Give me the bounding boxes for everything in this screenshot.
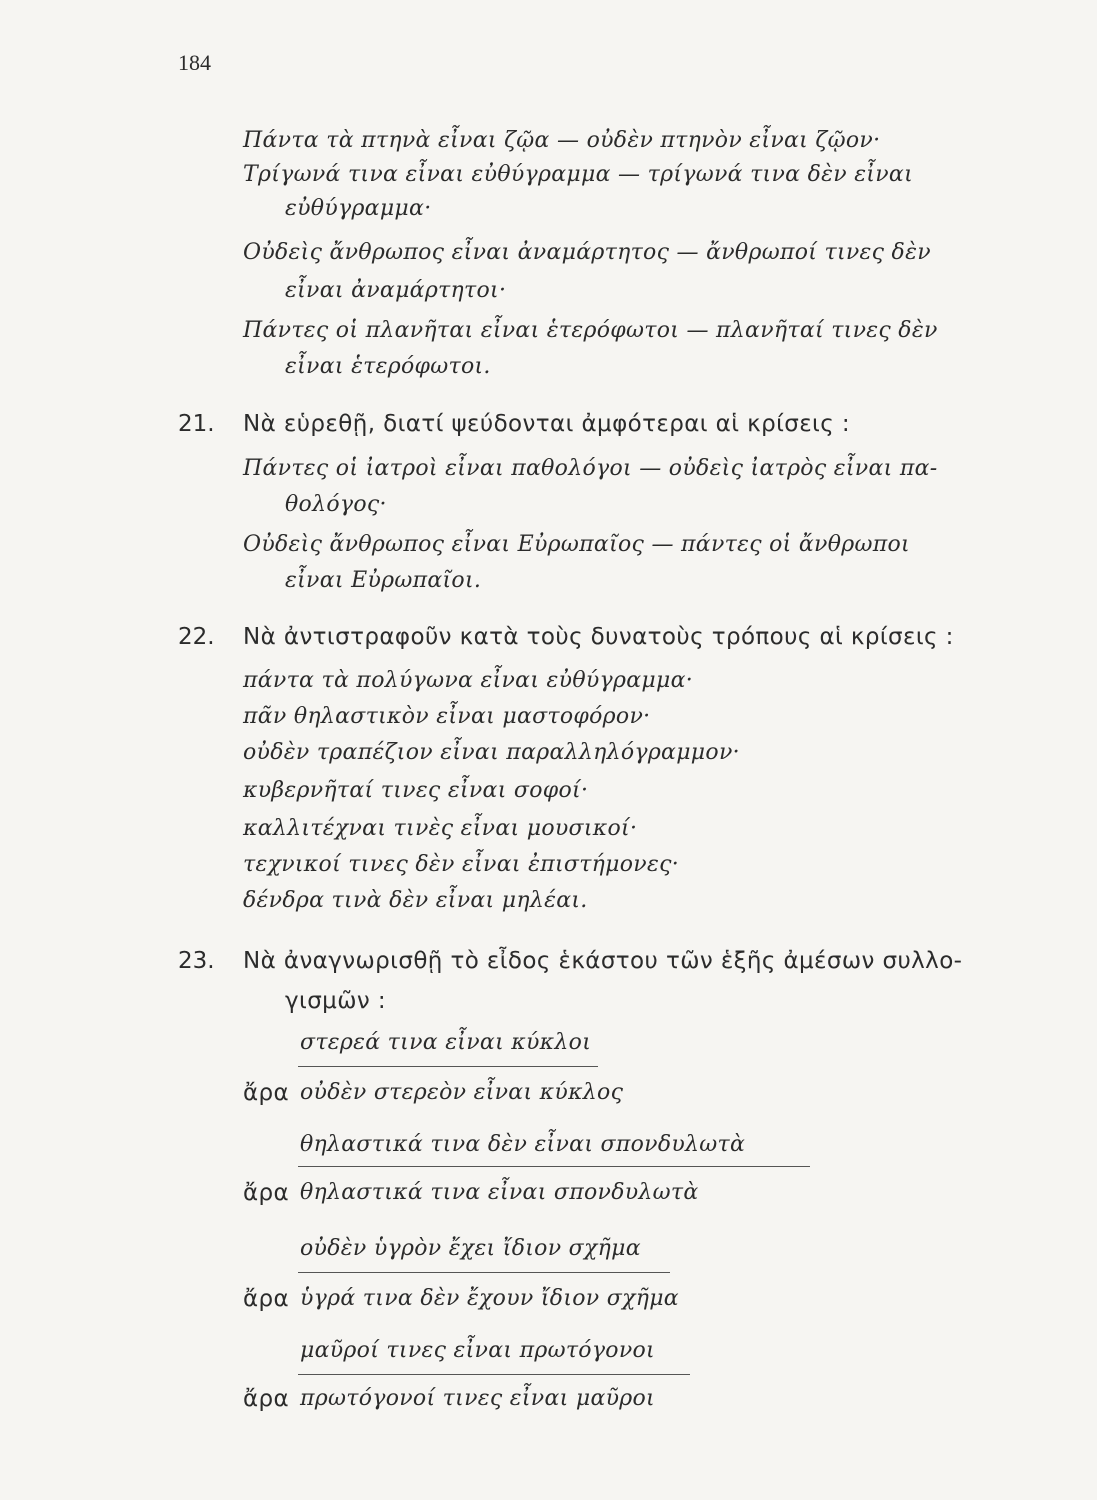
syllogism-conclusion: ὑγρά τινα δὲν ἔχουν ἴδιον σχῆμα xyxy=(300,1286,679,1311)
text-line: εἶναι ἑτερόφωτοι. xyxy=(285,354,491,379)
text-line: κυβερνῆταί τινες εἶναι σοφοί· xyxy=(243,778,589,803)
exercise-number: 22. xyxy=(178,624,215,650)
syllogism-ara: ἄρα xyxy=(243,1180,290,1206)
syllogism-rule xyxy=(298,1272,670,1273)
text-line: Πάντες οἱ ἰατροὶ εἶναι παθολόγοι — οὐδεὶς ἰατρὸς εἶναι πα- xyxy=(243,456,938,481)
syllogism-ara: ἄρα xyxy=(243,1080,290,1106)
syllogism-rule xyxy=(298,1166,810,1167)
text-line: Τρίγωνά τινα εἶναι εὐθύγραμμα — τρίγωνά τινα δὲν εἶναι xyxy=(243,162,913,187)
syllogism-premise: θηλαστικά τινα δὲν εἶναι σπονδυλωτὰ xyxy=(300,1132,746,1157)
syllogism-ara: ἄρα xyxy=(243,1286,290,1312)
text-line: Οὐδεὶς ἄνθρωπος εἶναι ἀναμάρτητος — ἄνθρωποί τινες δὲν xyxy=(243,240,931,265)
text-line: εἶναι ἀναμάρτητοι· xyxy=(285,278,507,303)
text-line: πάντα τὰ πολύγωνα εἶναι εὐθύγραμμα· xyxy=(243,668,694,693)
syllogism-premise: οὐδὲν ὑγρὸν ἔχει ἴδιον σχῆμα xyxy=(300,1236,641,1261)
text-line: Οὐδεὶς ἄνθρωπος εἶναι Εὐρωπαῖος — πάντες οἱ ἄνθρωποι xyxy=(243,532,910,557)
exercise-number: 21. xyxy=(178,411,215,437)
text-line: πᾶν θηλαστικὸν εἶναι μαστοφόρον· xyxy=(243,704,651,729)
syllogism-ara: ἄρα xyxy=(243,1386,290,1412)
exercise-title: Νὰ ἀντιστραφοῦν κατὰ τοὺς δυνατοὺς τρόπους αἱ κρίσεις : xyxy=(243,624,954,650)
text-line: θολόγος· xyxy=(285,492,387,517)
syllogism-premise: στερεά τινα εἶναι κύκλοι xyxy=(300,1030,592,1055)
syllogism-rule xyxy=(298,1374,690,1375)
syllogism-premise: μαῦροί τινες εἶναι πρωτόγονοι xyxy=(300,1338,655,1363)
syllogism-conclusion: θηλαστικά τινα εἶναι σπονδυλωτὰ xyxy=(300,1180,699,1205)
exercise-number: 23. xyxy=(178,948,215,974)
syllogism-conclusion: οὐδὲν στερεὸν εἶναι κύκλος xyxy=(300,1080,624,1105)
text-line: Πάντες οἱ πλανῆται εἶναι ἑτερόφωτοι — πλανῆταί τινες δὲν xyxy=(243,318,938,343)
text-line: εὐθύγραμμα· xyxy=(285,196,432,221)
text-line: Πάντα τὰ πτηνὰ εἶναι ζῷα — οὐδὲν πτηνὸν εἶναι ζῷον· xyxy=(243,128,881,153)
text-line: δένδρα τινὰ δὲν εἶναι μηλέαι. xyxy=(243,888,588,913)
syllogism-conclusion: πρωτόγονοί τινες εἶναι μαῦροι xyxy=(300,1386,655,1411)
text-line: εἶναι Εὐρωπαῖοι. xyxy=(285,568,482,593)
exercise-title: Νὰ ἀναγνωρισθῇ τὸ εἶδος ἑκάστου τῶν ἑξῆς ἀμέσων συλλο- xyxy=(243,948,963,974)
syllogism-rule xyxy=(298,1066,598,1067)
text-line: καλλιτέχναι τινὲς εἶναι μουσικοί· xyxy=(243,816,638,841)
exercise-title: Νὰ εὑρεθῇ, διατί ψεύδονται ἀμφότεραι αἱ κρίσεις : xyxy=(243,411,850,437)
text-line: οὐδὲν τραπέζιον εἶναι παραλληλόγραμμον· xyxy=(243,740,740,765)
text-line: τεχνικοί τινες δὲν εἶναι ἐπιστήμονες· xyxy=(243,852,679,877)
page-number: 184 xyxy=(178,50,211,75)
exercise-title-continued: γισμῶν : xyxy=(285,988,386,1014)
